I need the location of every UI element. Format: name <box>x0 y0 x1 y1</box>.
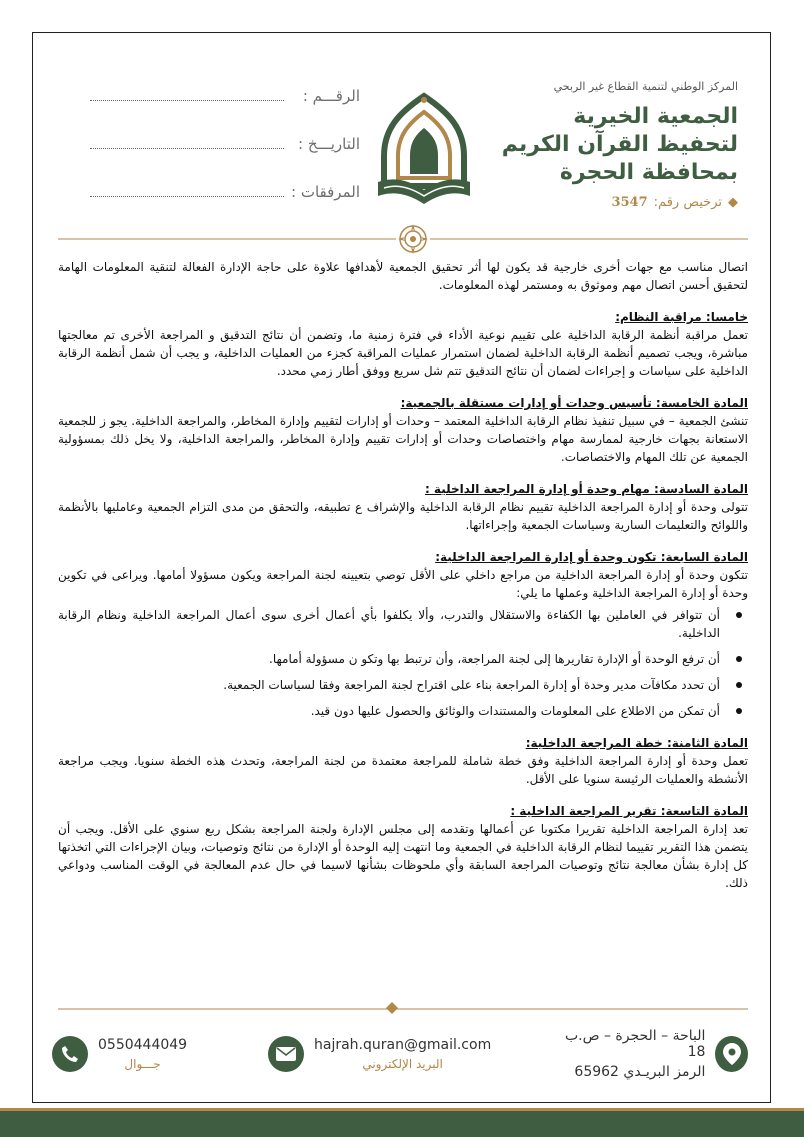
license-info <box>478 195 738 210</box>
list-item: أن ترفع الوحدة أو الإدارة تقاريرها إلى لجنة المراجعة، وأن ترتبط بها وتكو ن مسؤولة أمامها. <box>58 650 720 668</box>
org-name-line3: بمحافظة الحجرة <box>559 160 738 185</box>
ref-number-dots <box>90 88 284 101</box>
article-7 <box>58 548 748 720</box>
phone-text <box>98 1037 187 1071</box>
quran-mosque-logo <box>370 90 478 206</box>
article-6 <box>58 480 748 534</box>
section-text: تعمل مراقبة أنظمة الرقابة الداخلية على تقييم نوعية الأداء في فترة زمنية ما، وتضمن أن نتائج التدقيق و المراجعة الأخرى تم معالجتها مباشرة، ويجب تصميم أنظمة الرقابة الداخلية لضمان استمرار عمليات المراقبة كجزء من العمليات الداخلية، و يجب أن شمل أنظمة الرقابة الداخلية على سياسات و إجراءات لضمان أن نتائج التدقيق تتم شل سريع ووفق أطار زمي محدد. <box>58 328 748 378</box>
contact-phone <box>52 1030 232 1078</box>
mandala-ornament-icon <box>396 222 430 256</box>
article-text: تعمل وحدة أو إدارة المراجعة الداخلية وفق خطة شاملة للمراجعة معتمدة من لجنة المراجعة، وتحدث هذه الخطة سنويا. ويجب مراجعة الأنشطة والعمليات الرئيسة سنويا على الأقل. <box>58 754 748 786</box>
section-heading: خامسا: مراقبة النظام: <box>615 310 748 324</box>
article-9 <box>58 802 748 892</box>
phone-icon <box>52 1036 88 1072</box>
letterhead <box>58 62 748 232</box>
address-text <box>558 1028 705 1080</box>
attachments-dots <box>90 184 284 197</box>
article-heading: المادة السابعة: تكون وحدة أو إدارة المراجعة الداخلية: <box>435 550 748 564</box>
article-text: تنشئ الجمعية – في سبيل تنفيذ نظام الرقابة الداخلية المعتمد – وحدات أو إدارات لتقييم وإدارة المخاطر، والمراجعة الداخلية. يجو ز للجمعية الاستعانة بجهات خارجية لممارسة مهام واختصاصات وحدات أو إدارات تقييم وإدارة المخاطر، والمراجعة الداخلية، ولا يخل ذلك بمسؤولية الجمعية عن تلك المهام والاختصاصات. <box>58 414 748 464</box>
org-name-line1: الجمعية الخيرية <box>573 104 738 129</box>
phone-label: جـــوال <box>124 1057 161 1071</box>
footer-divider <box>58 1008 748 1010</box>
list-item: أن تحدد مكافآت مدير وحدة أو إدارة المراجعة بناء على اقتراح لجنة المراجعة وفقا لسياسات الجمعية. <box>58 676 720 694</box>
article-heading: المادة السادسة: مهام وحدة أو إدارة المراجعة الداخلية : <box>424 482 748 496</box>
ref-number-row <box>90 87 360 105</box>
license-label: ترخيص رقم: <box>653 195 722 210</box>
email-text <box>314 1037 491 1071</box>
document-body <box>58 258 748 998</box>
mail-icon <box>268 1036 304 1072</box>
ref-number-label: الرقـــم : <box>302 87 360 105</box>
address-line1: الباحة – الحجرة – ص.ب 18 <box>564 1028 706 1060</box>
location-icon <box>715 1036 748 1072</box>
address-line2: الرمز البريـدي 65962 <box>574 1064 706 1080</box>
article-text: تتكون وحدة أو إدارة المراجعة الداخلية من مراجع داخلي على الأقل توصي بتعيينه لجنة المراجعة ويكون مسؤولا أمامها. ويراعى في تكوين وحدة أو إدارة المراجعة الداخلية وعملها ما يلي: <box>58 568 748 600</box>
department-name: المركز الوطني لتنمية القطاع غير الربحي <box>553 80 738 93</box>
phone-number[interactable]: 0550444049 <box>98 1037 188 1053</box>
org-name-line2: لتحفيظ القرآن الكريم <box>501 132 738 157</box>
organization-info <box>478 80 738 210</box>
section-monitoring <box>58 308 748 380</box>
reference-fields <box>90 87 360 231</box>
email-label: البريد الإلكتروني <box>362 1057 443 1071</box>
article-text: تعد إدارة المراجعة الداخلية تقريرا مكتوبا عن أعمالها وتقدمه إلى مجلس الإدارة ولجنة المراجعة بشكل ربع سنوي على الأقل. ويجب أن يتضمن هذا التقرير تقييما لنظام الرقابة الداخلية في الجمعية وما انتهت إليه الوحدة أو الإدارة من نتائج وتوصيات، وبيان الإجراءات التي اتخذتها كل إدارة بشأن معالجة نتائج وتوصيات المراجعة السابقة وأي ملحوظات بشأنها لاسيما في حال عدم المعالجة في الوقت المناسب ودواعي ذلك. <box>58 822 748 890</box>
list-item: أن تتوافر في العاملين بها الكفاءة والاستقلال والتدرب، وألا يكلفوا بأي أعمال أخرى سوى أعمال المراجعة الداخلية ونظام الرقابة الداخلية. <box>58 608 720 640</box>
license-number: 3547 <box>611 195 648 210</box>
date-label: التاريـــخ : <box>298 135 360 153</box>
diamond-icon: ◆ <box>728 195 738 210</box>
article-text: تتولى وحدة أو إدارة المراجعة الداخلية تقييم نظام الرقابة الداخلية والإشراف ع تطبيقه، والتحقق من مدى التزام الجمعية وعامليها بالأنظمة واللوائح والتعليمات السارية وسياسات الجمعية وإجراءاتها. <box>58 500 748 532</box>
article-5 <box>58 394 748 466</box>
article-7-list <box>58 606 748 720</box>
article-heading: المادة الخامسة: تأسيس وحدات أو إدارات مستقلة بالجمعية: <box>400 396 748 410</box>
email-address[interactable]: hajrah.quran@gmail.com <box>314 1037 492 1053</box>
intro-paragraph: اتصال مناسب مع جهات أخرى خارجية قد يكون لها أثر تحقيق الجمعية لأهدافها علاوة على حاجة الإدارة الفعالة لتنقية المعلومات الهامة لتحقيق أحسن اتصال مهم وموثوق به ومستمر لهذه المعلومات. <box>58 260 748 292</box>
date-dots <box>90 136 284 149</box>
attachments-row <box>90 183 360 201</box>
article-heading: المادة الثامنة: خطة المراجعة الداخلية: <box>525 736 748 750</box>
contact-address <box>548 1030 748 1078</box>
footer-band <box>0 1108 804 1137</box>
attachments-label: المرفقات : <box>291 183 360 201</box>
date-row <box>90 135 360 153</box>
article-8 <box>58 734 748 788</box>
footer-diamond-icon <box>386 1002 398 1014</box>
article-heading: المادة التاسعة: تقرير المراجعة الداخلية : <box>510 804 748 818</box>
list-item: أن تمكن من الاطلاع على المعلومات والمستندات والوثائق والحصول عليها دون قيد. <box>58 702 720 720</box>
footer-gold-stripe <box>0 1108 804 1111</box>
contact-email <box>268 1030 508 1078</box>
